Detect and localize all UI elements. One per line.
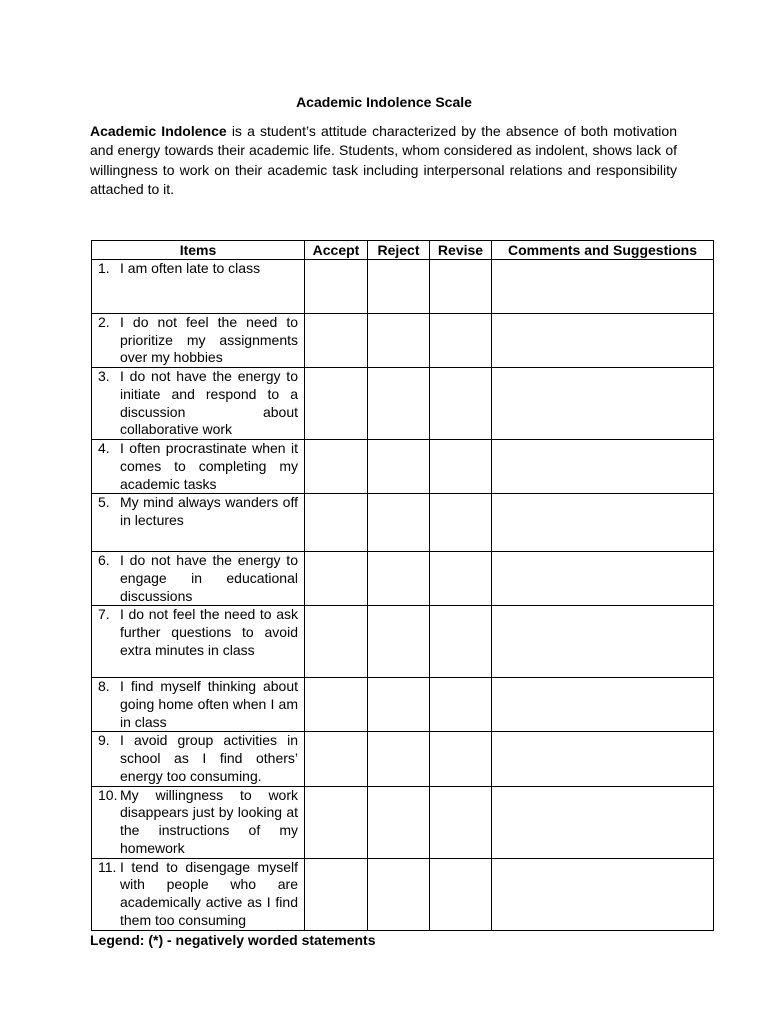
comments-cell[interactable] — [492, 314, 714, 368]
item-cell — [92, 552, 305, 606]
item-statement: I am often late to class — [120, 260, 261, 276]
item-cell — [92, 368, 305, 440]
item-number: 1. — [98, 260, 110, 276]
header-revise: Revise — [430, 241, 492, 260]
item-number: 7. — [98, 606, 110, 623]
intro-paragraph — [90, 122, 677, 199]
intro-definition: is a student’s attitude characterized by the absence of both motivation and energy towards their academic life. Students, whom considered as indolent, shows lack of willingness to work on their academic task including interpersonal relations and responsibility attached to it. — [90, 123, 677, 197]
table-row — [92, 858, 714, 930]
item-statement: I tend to disengage myself with people who are academically active as I find them too consuming — [120, 858, 298, 928]
item-number: 8. — [98, 678, 110, 695]
comments-cell[interactable] — [492, 368, 714, 440]
table-row — [92, 678, 714, 732]
table-row — [92, 494, 714, 552]
comments-cell[interactable] — [492, 260, 714, 314]
reject-cell[interactable] — [368, 368, 430, 440]
accept-cell[interactable] — [305, 368, 368, 440]
table-row — [92, 606, 714, 678]
accept-cell[interactable] — [305, 314, 368, 368]
table-row — [92, 786, 714, 858]
revise-cell[interactable] — [430, 368, 492, 440]
reject-cell[interactable] — [368, 858, 430, 930]
item-statement: My willingness to work disappears just by looking at the instructions of my homework — [120, 786, 298, 856]
comments-cell[interactable] — [492, 858, 714, 930]
item-number: 4. — [98, 440, 110, 457]
item-cell — [92, 606, 305, 678]
table-header-row — [92, 241, 714, 260]
item-statement: I avoid group activities in school as I find others’ energy too consuming. — [120, 732, 298, 784]
item-statement: I find myself thinking about going home often when I am in class — [120, 678, 298, 730]
comments-cell[interactable] — [492, 786, 714, 858]
item-number: 2. — [98, 314, 110, 330]
reject-cell[interactable] — [368, 314, 430, 368]
item-number: 3. — [98, 368, 110, 385]
item-cell — [92, 260, 305, 314]
accept-cell[interactable] — [305, 858, 368, 930]
item-cell — [92, 786, 305, 858]
accept-cell[interactable] — [305, 732, 368, 786]
reject-cell[interactable] — [368, 732, 430, 786]
reject-cell[interactable] — [368, 494, 430, 552]
comments-cell[interactable] — [492, 606, 714, 678]
item-statement: I do not have the energy to engage in educational discussions — [120, 552, 298, 604]
item-statement: I do not feel the need to ask further questions to avoid extra minutes in class — [120, 606, 298, 658]
item-statement: I do not have the energy to initiate and respond to a discussion about collaborative work — [120, 368, 298, 438]
header-reject: Reject — [368, 241, 430, 260]
item-cell — [92, 678, 305, 732]
comments-cell[interactable] — [492, 732, 714, 786]
item-number: 10. — [98, 786, 118, 803]
accept-cell[interactable] — [305, 260, 368, 314]
accept-cell[interactable] — [305, 786, 368, 858]
item-cell — [92, 858, 305, 930]
reject-cell[interactable] — [368, 786, 430, 858]
table-row — [92, 552, 714, 606]
evaluation-table — [91, 240, 714, 931]
header-accept: Accept — [305, 241, 368, 260]
comments-cell[interactable] — [492, 494, 714, 552]
revise-cell[interactable] — [430, 858, 492, 930]
item-statement: I often procrastinate when it comes to completing my academic tasks — [120, 440, 298, 492]
revise-cell[interactable] — [430, 314, 492, 368]
revise-cell[interactable] — [430, 440, 492, 494]
accept-cell[interactable] — [305, 552, 368, 606]
item-number: 5. — [98, 494, 110, 511]
revise-cell[interactable] — [430, 494, 492, 552]
item-number: 11. — [98, 858, 117, 875]
revise-cell[interactable] — [430, 606, 492, 678]
revise-cell[interactable] — [430, 678, 492, 732]
accept-cell[interactable] — [305, 494, 368, 552]
accept-cell[interactable] — [305, 440, 368, 494]
legend-note: Legend: (*) - negatively worded statements — [90, 932, 376, 948]
reject-cell[interactable] — [368, 678, 430, 732]
accept-cell[interactable] — [305, 678, 368, 732]
comments-cell[interactable] — [492, 552, 714, 606]
revise-cell[interactable] — [430, 260, 492, 314]
reject-cell[interactable] — [368, 552, 430, 606]
item-number: 6. — [98, 552, 110, 569]
comments-cell[interactable] — [492, 440, 714, 494]
reject-cell[interactable] — [368, 606, 430, 678]
reject-cell[interactable] — [368, 440, 430, 494]
item-statement: I do not feel the need to prioritize my assignments over my hobbies — [120, 314, 298, 366]
reject-cell[interactable] — [368, 260, 430, 314]
item-cell — [92, 494, 305, 552]
item-cell — [92, 732, 305, 786]
item-number: 9. — [98, 732, 110, 749]
page-title: Academic Indolence Scale — [296, 94, 472, 110]
intro-term: Academic Indolence — [90, 123, 227, 139]
table-row — [92, 260, 714, 314]
revise-cell[interactable] — [430, 552, 492, 606]
accept-cell[interactable] — [305, 606, 368, 678]
table-row — [92, 314, 714, 368]
table-row — [92, 368, 714, 440]
header-comments: Comments and Suggestions — [492, 241, 714, 260]
item-statement: My mind always wanders off in lectures — [120, 494, 298, 528]
revise-cell[interactable] — [430, 786, 492, 858]
table-row — [92, 440, 714, 494]
revise-cell[interactable] — [430, 732, 492, 786]
table-row — [92, 732, 714, 786]
comments-cell[interactable] — [492, 678, 714, 732]
header-items: Items — [92, 241, 305, 260]
item-cell — [92, 314, 305, 368]
item-cell — [92, 440, 305, 494]
